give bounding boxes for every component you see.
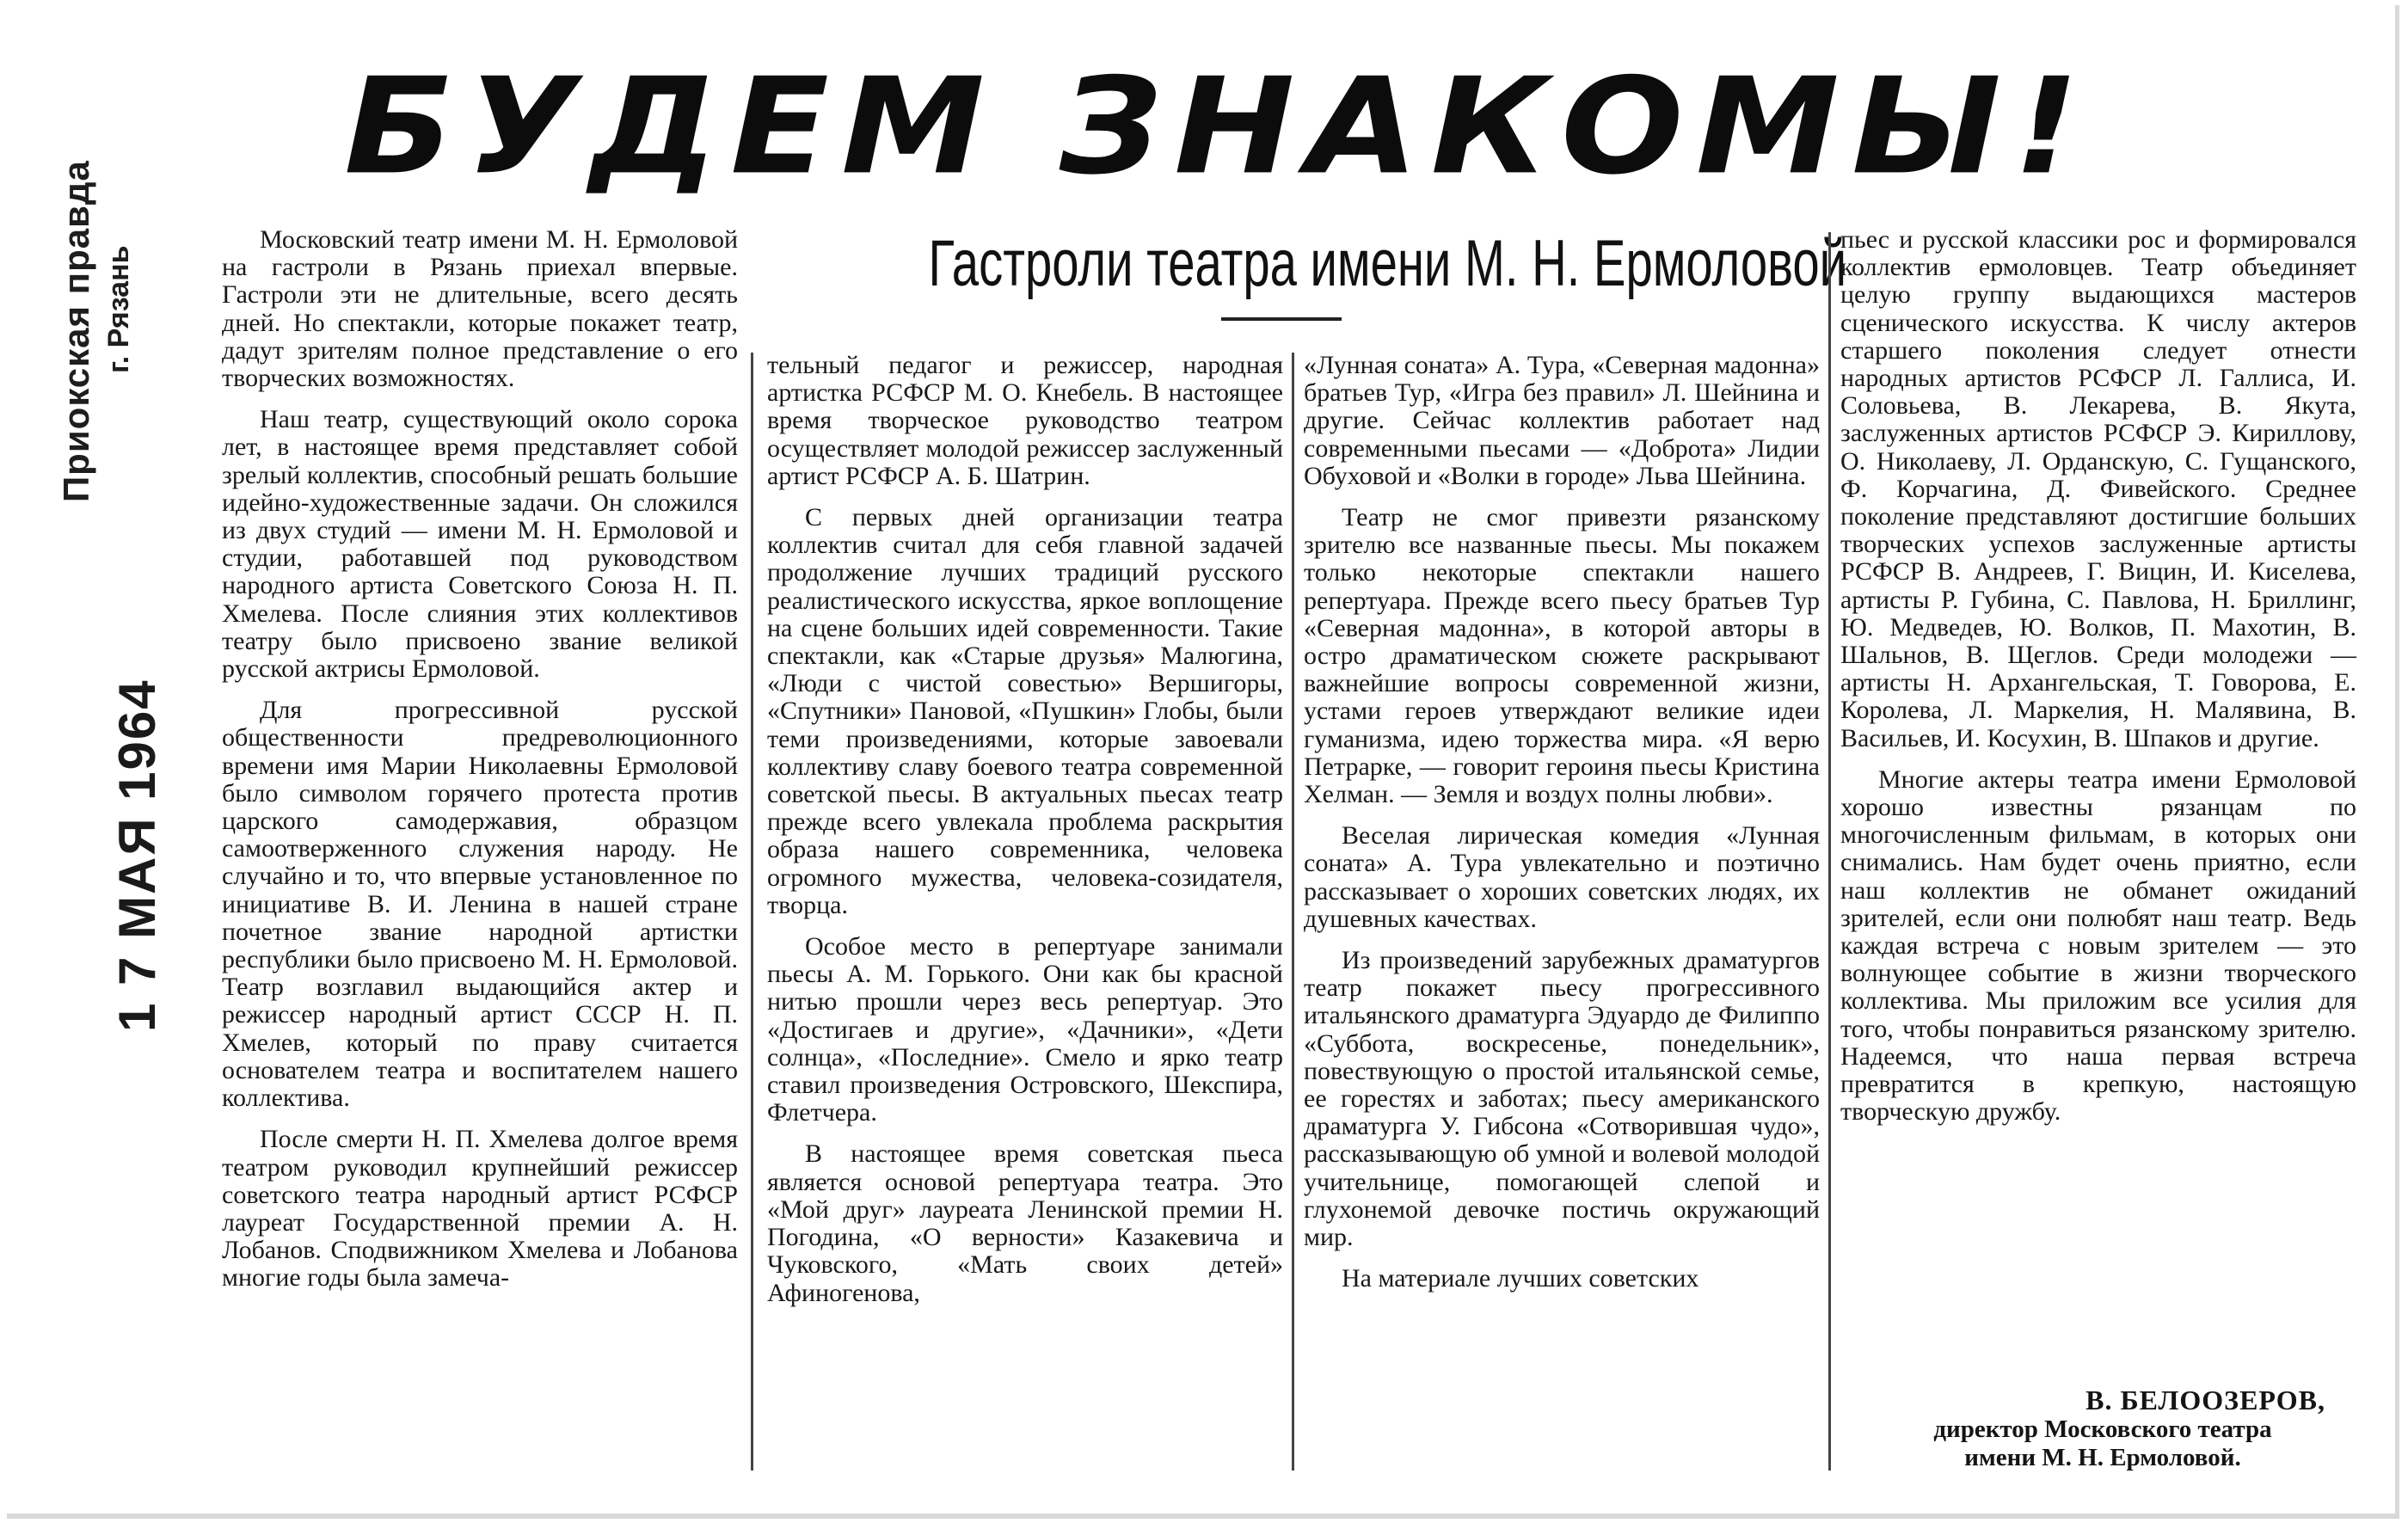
article-column-2: [767, 352, 1283, 1307]
subheadline-rule: [1221, 317, 1342, 321]
column-divider: [1292, 353, 1294, 1471]
article-subheadline: Гастроли театра имени М. Н. Ермоловой: [928, 227, 1847, 300]
newspaper-source-stamp: [53, 141, 148, 502]
author-name: В. БЕЛООЗЕРОВ,: [2086, 1385, 2325, 1415]
paragraph: Для прогрессивной русской общественности предреволюционного времени имя Марии Николаевны Ермоловой было символом горячего протеста против царского самодержавия, образцом самоотверженного служения народу. Не случайно и то, что впервые установленное по инициативе В. И. Ленина в нашей стране почетное звание народной артистки республики было присвоено М. Н. Ермоловой. Театр возглавил выдающийся актер и режиссер народный артист СССР Н. П. Хмелев, который по праву считается основателем театра и воспитателем нашего коллектива.: [222, 696, 738, 1113]
paragraph: С первых дней организации театра коллектив считал для себя главной задачей продолжение лучших традиций русского реалистического искусства, яркое воплощение на сцене больших идей современности. Такие спектакли, как «Старые друзья» Малюгина, «Люди с чистой совестью» Вершигоры, «Спутники» Пановой, «Пушкин» Глобы, были теми произведениями, которые завоевали коллективу славу боевого театра современной советской пьесы. В актуальных пьесах театр прежде всего увлекала проблема раскрытия образа нашего современника, человека огромного мужества, человека-созидателя, творца.: [767, 503, 1283, 919]
paragraph: Московский театр имени М. Н. Ермоловой на гастроли в Рязань приехал впервые. Гастроли эти не длительные, всего десять дней. Но спектакли, которые покажет театр, дадут зрителям полное представление о его творческих возможностях.: [222, 225, 738, 393]
paragraph: В настоящее время советская пьеса является основой репертуара театра. Это «Мой друг» лауреата Ленинской премии Н. Погодина, «О верности» Казакевича и Чуковского, «Мать своих детей» Афиногенова,: [767, 1139, 1283, 1307]
column-divider: [1828, 232, 1831, 1471]
paragraph: пьес и русской классики рос и формировался коллектив ермоловцев. Театр объединяет целую группу выдающихся мастеров сценического искусства. К числу актеров старшего поколения следует отнести народных артистов РСФСР Л. Галлиса, И. Соловьева, В. Лекарева, В. Якута, заслуженных артистов РСФСР Э. Кириллову, О. Николаеву, Л. Орданскую, С. Гущанского, Ф. Корчагина, Д. Фивейского. Среднее поколение представляют достигшие больших творческих успехов заслуженные артисты РСФСР В. Андреев, Г. Вицин, И. Киселева, артисты Р. Губина, С. Павлова, Н. Бриллинг, Ю. Медведев, Ю. Волков, П. Махотин, В. Шальнов, В. Щеглов. Среди молодежи — артисты Н. Архангельская, Т. Говорова, Е. Королева, Л. Маркелия, Н. Малявина, В. Васильев, И. Косухин, В. Шпаков и другие.: [1840, 225, 2356, 752]
paragraph: Веселая лирическая комедия «Лунная соната» А. Тура увлекательно и поэтично рассказывает о хороших советских людях, их душевных качествах.: [1304, 821, 1820, 933]
paragraph: Многие актеры театра имени Ермоловой хорошо известны рязанцам по многочисленным фильмам, в которых они снимались. Нам будет очень приятно, если наш коллектив не обманет ожиданий зрителей, если они полюбят наш театр. Ведь каждая встреча с новым зрителем — это волнующее событие в жизни творческого коллектива. Мы приложим все усилия для того, чтобы понравиться рязанскому зрителю. Надеемся, что наша первая встреча превратится в крепкую, настоящую творческую дружбу.: [1840, 764, 2356, 1127]
article-column-1: [222, 226, 738, 1293]
article-column-3: [1304, 352, 1820, 1293]
column-divider: [751, 353, 753, 1471]
author-title: директор Московского театра: [1933, 1415, 2272, 1443]
article-column-4: [1840, 226, 2356, 1127]
newspaper-city: г. Рязань: [102, 245, 135, 373]
author-signature: [1849, 1385, 2356, 1472]
paragraph: Театр не смог привезти рязанскому зрителю все названные пьесы. Мы покажем только некоторые спектакли нашего репертуара. Прежде всего пьесу братьев Тур «Северная мадонна», в которой авторы в остро драматическом сюжете раскрывают важнейшие вопросы современной жизни, устами героев утверждают великие идеи гуманизма, идею торжества мира. «Я верю Петрарке, — говорит героиня пьесы Кристина Хелман. — Земля и воздух полны любви».: [1304, 503, 1820, 809]
article-headline: БУДЕМ ЗНАКОМЫ!: [344, 48, 2092, 205]
paragraph: После смерти Н. П. Хмелева долгое время театром руководил крупнейший режиссер советского театра народный артист РСФСР лауреат Государственной премии А. Н. Лобанов. Сподвижником Хмелева и Лобанова многие годы была замеча-: [222, 1125, 738, 1293]
paragraph: На материале лучших советских: [1342, 1264, 1699, 1293]
author-title: имени М. Н. Ермоловой.: [1964, 1444, 2241, 1471]
paragraph: Наш театр, существующий около сорока лет, в настоящее время представляет собой зрелый коллектив, способный решать большие идейно-художественные задачи. Он сложился из двух студий — имени М. Н. Ермоловой и студии, работавшей под руководством народного артиста Советского Союза Н. П. Хмелева. После слияния этих коллективов театру было присвоено звание великой русской актрисы Ермоловой.: [222, 405, 738, 684]
newspaper-name: Приокская правда: [56, 160, 96, 502]
paragraph: Из произведений зарубежных драматургов театр покажет пьесу прогрессивного итальянского драматурга Эдуардо де Филиппо «Суббота, воскресенье, понедельник», повествующую о простой итальянской семье, ее горестях и заботах; пьесу американского драматурга У. Гибсона «Сотворившая чудо», рассказывающую об умной и волевой молодой учительнице, помогающей слепой и глухонемой девочке постичь окружающий мир.: [1304, 946, 1820, 1252]
paragraph: «Лунная соната» А. Тура, «Северная мадонна» братьев Тур, «Игра без правил» Л. Шейнина и другие. Сейчас коллектив работает над современными пьесами — «Доброта» Лидии Обуховой и «Волки в городе» Льва Шейнина.: [1304, 351, 1820, 490]
paragraph: тельный педагог и режиссер, народная артистка РСФСР М. О. Кнебель. В настоящее время творческое руководство театром осуществляет молодой режиссер заслуженный артист РСФСР А. Б. Шатрин.: [767, 351, 1283, 490]
publication-date: 1 7 МАЯ 1964: [108, 679, 166, 1032]
paragraph: Особое место в репертуаре занимали пьесы А. М. Горького. Они как бы красной нитью прошли через весь репертуар. Это «Достигаев и другие», «Дачники», «Дети солнца», «Последние». Смело и ярко театр ставил произведения Островского, Шекспира, Флетчера.: [767, 932, 1283, 1127]
